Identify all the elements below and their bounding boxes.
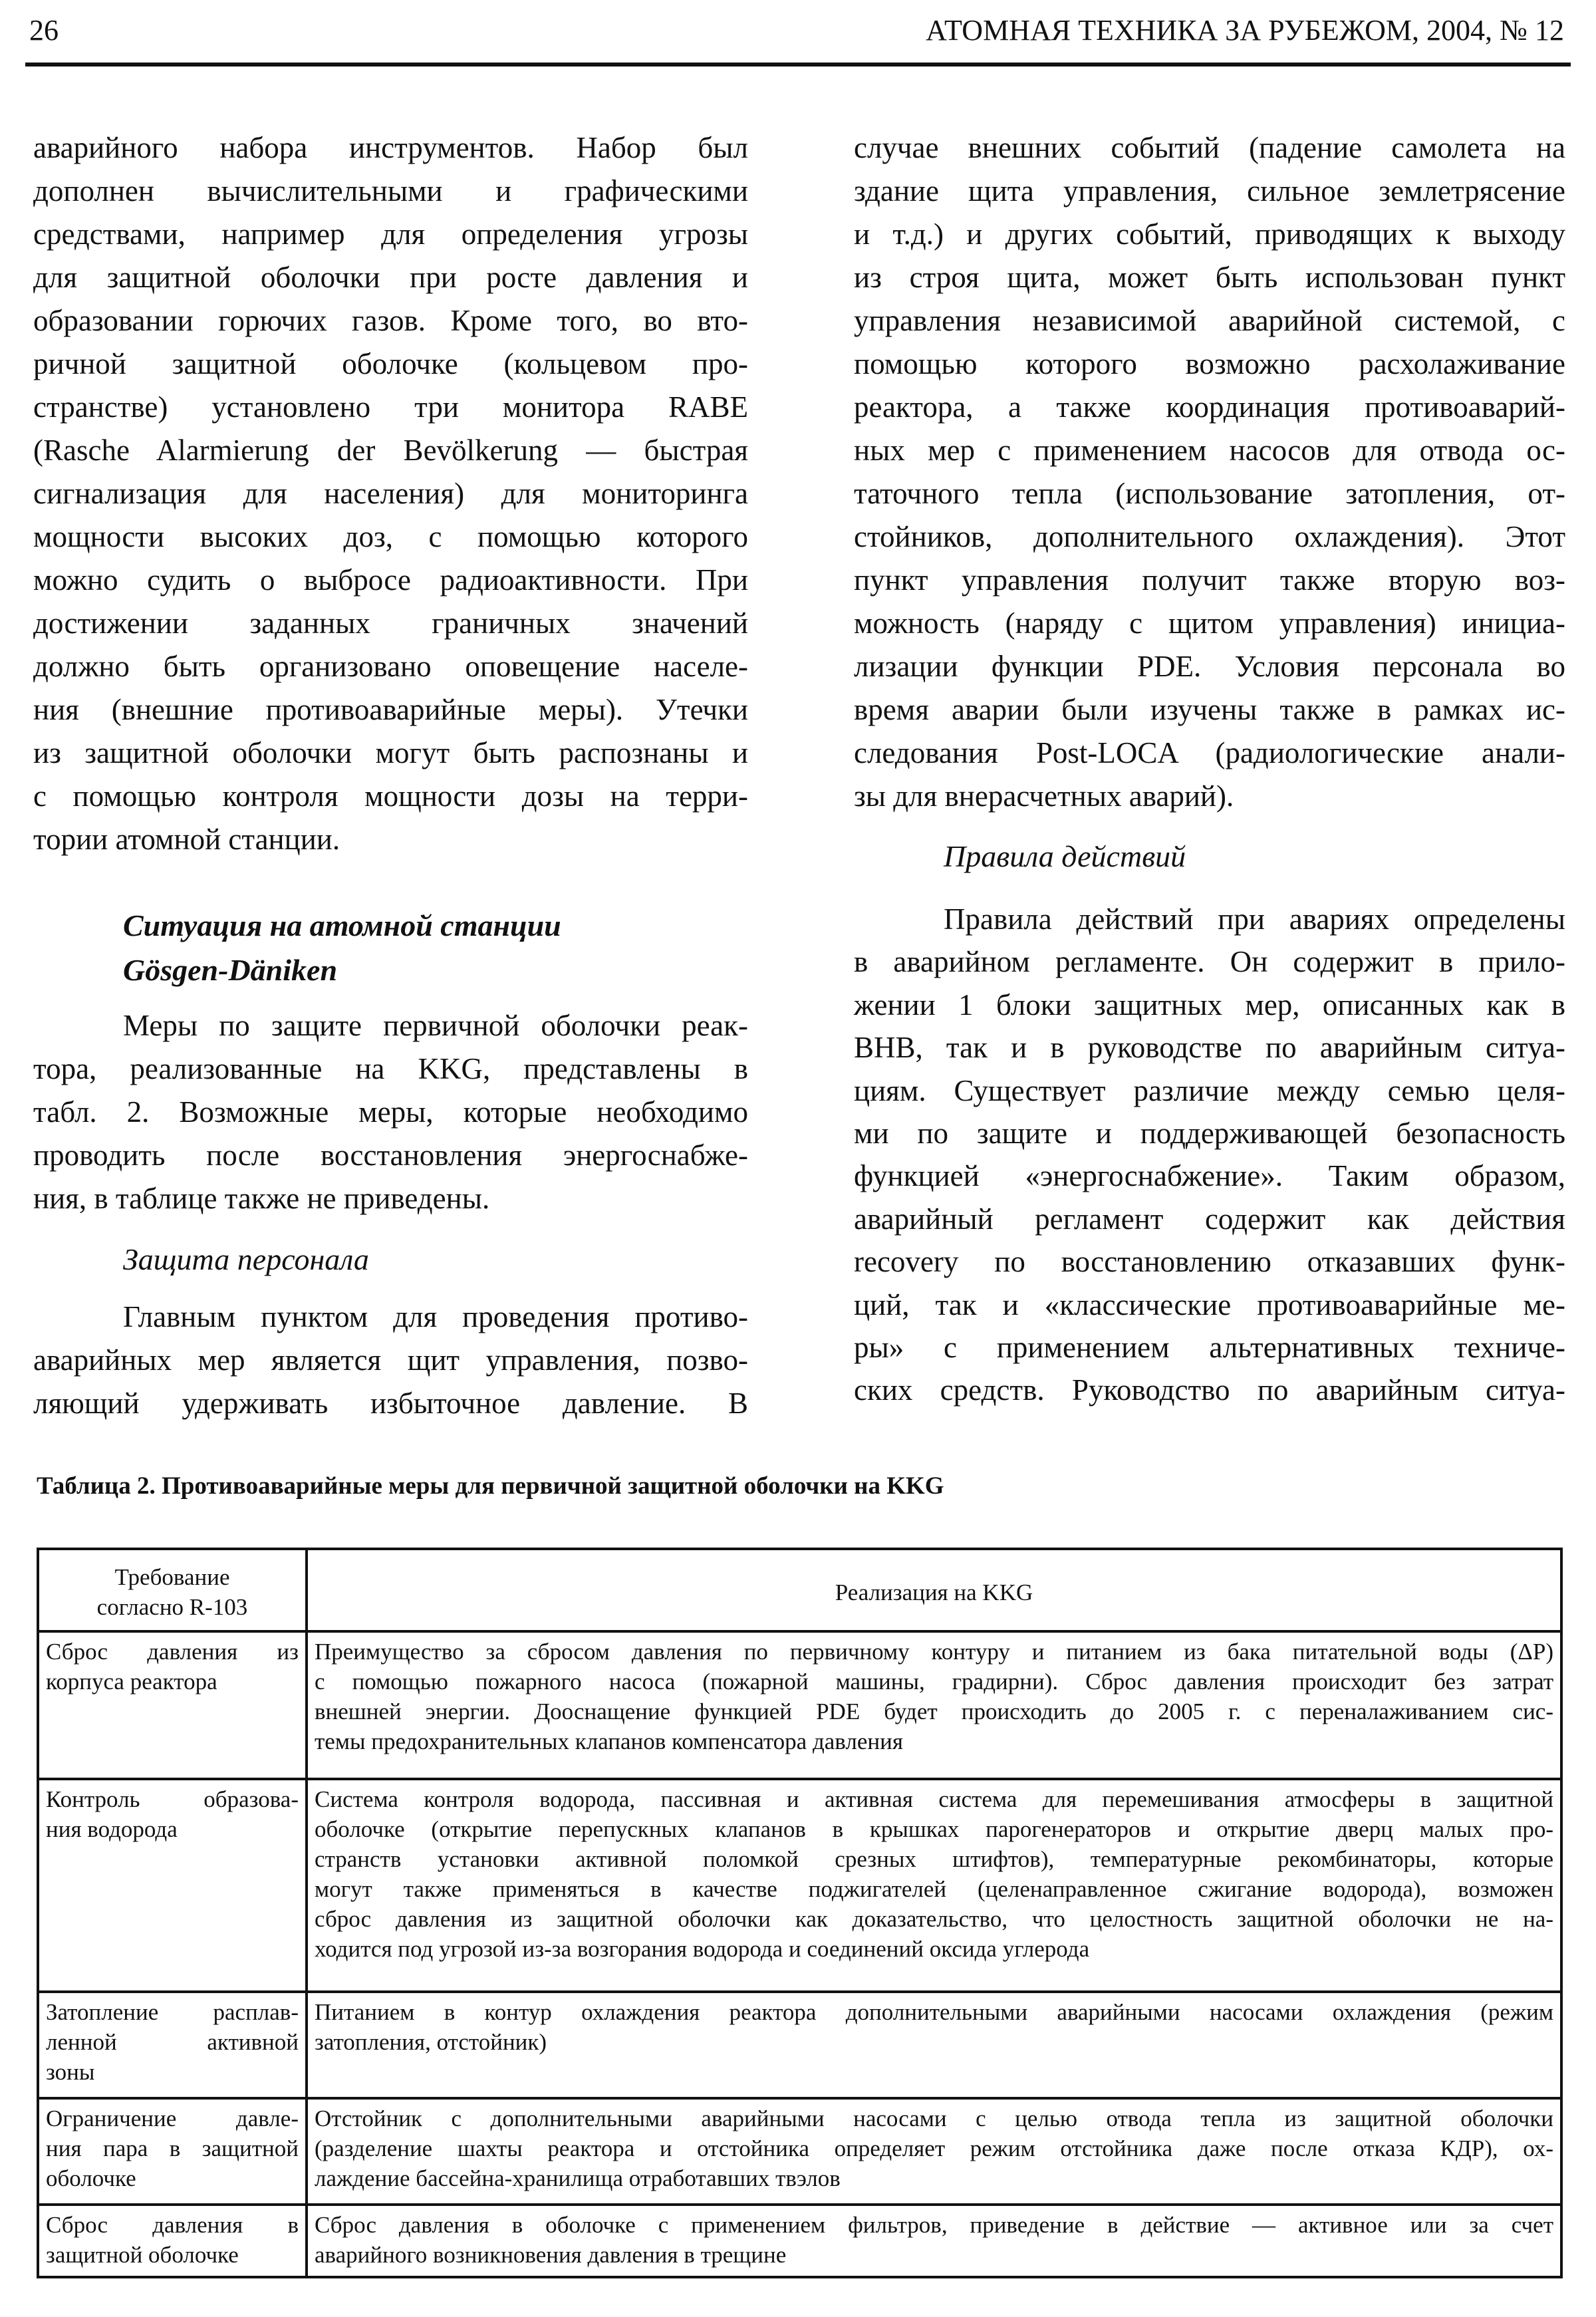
text-line: для защитной оболочки при росте давления и xyxy=(33,261,748,294)
text-line: время аварии были изучены также в рамках ис- xyxy=(854,693,1565,726)
text-line: тории атомной станции. xyxy=(33,823,340,856)
cell-text: Сброс давления из xyxy=(46,1639,299,1665)
cell-text: ния пара в защитной xyxy=(46,2135,299,2161)
cell-text: сброс давления из защитной оболочки как доказательство, что целостность защитной оболочки не на- xyxy=(315,1906,1553,1932)
header-text: согласно R-103 xyxy=(96,1594,248,1620)
cell-text: странств установки активной поломкой срезных штифтов), температурные рекомбинаторы, которые xyxy=(315,1846,1553,1872)
cell-requirement xyxy=(38,1631,307,1779)
page-number: 26 xyxy=(29,14,59,47)
cell-text: Отстойник с дополнительными аварийными насосами с целью отвода тепла из защитной оболочки xyxy=(315,2106,1553,2131)
cell-text: с помощью пожарного насоса (пожарной машины, градирни). Сброс давления происходит без затрат xyxy=(315,1669,1553,1695)
text-line: средствами, например для определения угрозы xyxy=(33,217,748,251)
heading-line: Ситуация на атомной станции xyxy=(123,908,561,942)
text-line: проводить после восстановления энергоснабже- xyxy=(33,1139,748,1172)
cell-text: внешней энергии. Дооснащение функцией PDE будет происходить до 2005 г. с переналаживанием сис- xyxy=(315,1699,1553,1724)
left-column-paragraph-2 xyxy=(33,1004,748,1220)
text-line: образовании горючих газов. Кроме того, во вто- xyxy=(33,304,748,337)
text-line: ВНВ, так и в руководстве по аварийным ситуа- xyxy=(854,1031,1565,1065)
cell-text: зоны xyxy=(46,2059,95,2085)
cell-text: защитной оболочке xyxy=(46,2242,239,2268)
header-rule xyxy=(25,63,1571,67)
text-line: таточного тепла (использование затопления, от- xyxy=(854,477,1565,510)
header-implementation xyxy=(307,1549,1561,1631)
text-line: ричной защитной оболочке (кольцевом про- xyxy=(33,347,748,380)
text-line: ми по защите и поддерживающей безопасность xyxy=(854,1116,1565,1150)
cell-text: ходится под угрозой из-за возгорания водорода и соединений оксида углерода xyxy=(315,1936,1090,1962)
text-line: циям. Существует различие между семью целя- xyxy=(854,1073,1565,1107)
text-line: здание щита управления, сильное землетрясение xyxy=(854,174,1565,207)
text-line: следования Post-LOCA (радиологические анали- xyxy=(854,736,1565,769)
table-row xyxy=(38,1631,1561,1779)
cell-implementation xyxy=(307,1631,1561,1779)
heading-line: Защита персонала xyxy=(123,1242,369,1276)
text-line: лизации функции PDE. Условия персонала во xyxy=(854,650,1565,683)
cell-requirement xyxy=(38,1992,307,2098)
cell-requirement xyxy=(38,2205,307,2277)
table-row xyxy=(38,2205,1561,2277)
right-column-paragraph-2 xyxy=(854,898,1565,1412)
text-line: сигнализация для населения) для мониторинга xyxy=(33,477,748,510)
heading-line: Gösgen-Däniken xyxy=(123,953,338,987)
text-line: управления независимой аварийной системой, с xyxy=(854,304,1565,337)
text-line: зы для внерасчетных аварий). xyxy=(854,779,1234,813)
text-line: случае внешних событий (падение самолета на xyxy=(854,131,1565,164)
text-line: recovery по восстановлению отказавших функ- xyxy=(854,1245,1565,1279)
cell-text: лаждение бассейна-хранилища отработавших твэлов xyxy=(315,2165,841,2191)
text-line: достижении заданных граничных значений xyxy=(33,607,748,640)
section-heading-personnel xyxy=(33,1238,748,1281)
cell-text: Преимущество за сбросом давления по первичному контуру и питанием из бака питательной воды (ΔP) xyxy=(315,1639,1553,1665)
text-line: можность (наряду с щитом управления) инициа- xyxy=(854,607,1565,640)
text-line: ры» с применением альтернативных техниче- xyxy=(854,1330,1565,1364)
cell-text: Питанием в контур охлаждения реактора дополнительными аварийными насосами охлаждения (режим xyxy=(315,1999,1553,2025)
text-line: ния, в таблице также не приведены. xyxy=(33,1182,490,1215)
cell-text: Затопление расплав- xyxy=(46,1999,299,2025)
text-line: из строя щита, может быть использован пункт xyxy=(854,261,1565,294)
text-line: аварийных мер является щит управления, позво- xyxy=(33,1343,748,1377)
text-line: ния (внешние противоаварийные меры). Утечки xyxy=(33,693,748,726)
measures-table xyxy=(37,1548,1563,2278)
text-line: табл. 2. Возможные меры, которые необходимо xyxy=(33,1095,748,1129)
text-line: жении 1 блоки защитных мер, описанных как в xyxy=(854,988,1565,1022)
text-line: тора, реализованные на KKG, представлены в xyxy=(33,1052,748,1085)
text-line: должно быть организовано оповещение населе- xyxy=(33,650,748,683)
cell-text: Сброс давления в xyxy=(46,2212,299,2238)
cell-implementation xyxy=(307,2205,1561,2277)
text-line: аварийный регламент содержит как действия xyxy=(854,1202,1565,1236)
table-row xyxy=(38,1992,1561,2098)
cell-text: Контроль образова- xyxy=(46,1786,299,1812)
text-line: реактора, а также координация противоаварий- xyxy=(854,390,1565,424)
text-line: дополнен вычислительными и графическими xyxy=(33,174,748,207)
header-text: Реализация на KKG xyxy=(835,1579,1033,1605)
text-line: и т.д.) и других событий, приводящих к выходу xyxy=(854,217,1565,251)
left-column-paragraph-1 xyxy=(33,126,748,861)
cell-text: Сброс давления в оболочке с применением фильтров, приведение в действие — активное или за счет xyxy=(315,2212,1553,2238)
text-line: функцией «энергоснабжение». Таким образом, xyxy=(854,1159,1565,1193)
cell-requirement xyxy=(38,1779,307,1992)
text-line: ций, так и «классические противоаварийные ме- xyxy=(854,1288,1565,1321)
cell-text: Ограничение давле- xyxy=(46,2106,299,2131)
text-line: странстве) установлено три монитора RABE xyxy=(33,390,748,424)
text-line: можно судить о выбросе радиоактивности. При xyxy=(33,563,748,597)
left-column-paragraph-3 xyxy=(33,1295,748,1425)
cell-text: Система контроля водорода, пассивная и активная система для перемешивания атмосферы в защитной xyxy=(315,1786,1553,1812)
text-line: с помощью контроля мощности дозы на терри- xyxy=(33,779,748,813)
table-caption: Таблица 2. Противоаварийные меры для первичной защитной оболочки на KKG xyxy=(37,1472,944,1500)
header-requirement xyxy=(38,1549,307,1631)
text-line: мощности высоких доз, с помощью которого xyxy=(33,520,748,553)
cell-text: корпуса реактора xyxy=(46,1669,217,1695)
table-header-row xyxy=(38,1549,1561,1631)
text-line: ных мер с применением насосов для отвода ос- xyxy=(854,434,1565,467)
text-line: в аварийном регламенте. Он содержит в прило- xyxy=(854,945,1565,979)
cell-implementation xyxy=(307,2098,1561,2205)
section-heading-rules xyxy=(854,835,1565,878)
cell-text: ния водорода xyxy=(46,1816,178,1842)
table-row xyxy=(38,2098,1561,2205)
text-line: Правила действий при авариях определены xyxy=(944,902,1565,936)
right-column-paragraph-1 xyxy=(854,126,1565,818)
section-heading-gosgen xyxy=(33,903,748,992)
text-line: помощью которого возможно расхолаживание xyxy=(854,347,1565,380)
text-line: ляющий удерживать избыточное давление. В xyxy=(33,1387,748,1420)
cell-text: оболочке xyxy=(46,2165,136,2191)
text-line: (Rasche Alarmierung der Bevölkerung — быстрая xyxy=(33,434,748,467)
cell-implementation xyxy=(307,1992,1561,2098)
cell-text: ленной активной xyxy=(46,2029,299,2055)
header-text: Требование xyxy=(114,1564,230,1590)
text-line: стойников, дополнительного охлаждения). Этот xyxy=(854,520,1565,553)
cell-text: оболочке (открытие перепускных клапанов в крышках парогенераторов и открытие дверц малых про- xyxy=(315,1816,1553,1842)
cell-text: могут также применяться в качестве поджигателей (целенаправленное сжигание водорода), возможен xyxy=(315,1876,1553,1902)
text-line: аварийного набора инструментов. Набор был xyxy=(33,131,748,164)
text-line: из защитной оболочки могут быть распознаны и xyxy=(33,736,748,769)
journal-title: АТОМНАЯ ТЕХНИКА ЗА РУБЕЖОМ, 2004, № 12 xyxy=(926,14,1564,47)
cell-text: темы предохранительных клапанов компенсатора давления xyxy=(315,1728,903,1754)
text-line: Главным пунктом для проведения противо- xyxy=(123,1300,748,1333)
text-line: ских средств. Руководство по аварийным ситуа- xyxy=(854,1373,1565,1407)
table-row xyxy=(38,1779,1561,1992)
text-line: Меры по защите первичной оболочки реак- xyxy=(123,1009,748,1042)
cell-requirement xyxy=(38,2098,307,2205)
cell-text: аварийного возникновения давления в трещине xyxy=(315,2242,787,2268)
heading-line: Правила действий xyxy=(944,839,1186,873)
cell-text: затопления, отстойник) xyxy=(315,2029,547,2055)
cell-implementation xyxy=(307,1779,1561,1992)
cell-text: (разделение шахты реактора и отстойника определяет режим отстойника даже после отказа КДР), ох- xyxy=(315,2135,1553,2161)
text-line: пункт управления получит также вторую воз- xyxy=(854,563,1565,597)
